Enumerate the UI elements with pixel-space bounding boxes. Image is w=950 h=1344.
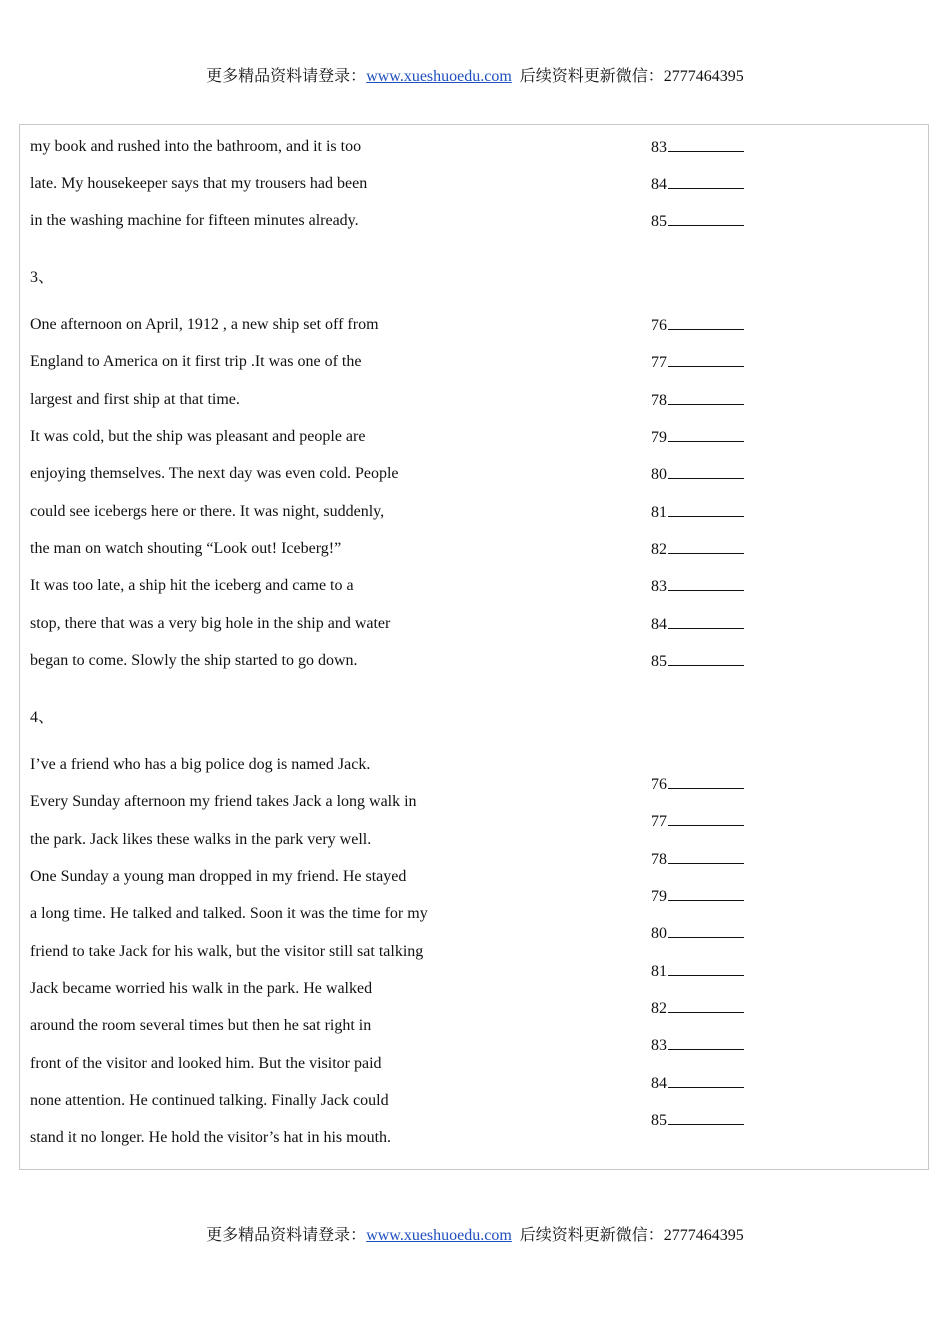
- passage-line: front of the visitor and looked him. But the visitor paid: [30, 1055, 382, 1072]
- passage-line: It was cold, but the ship was pleasant and people are: [30, 428, 366, 445]
- answer-slot[interactable]: 82: [651, 539, 744, 560]
- passage-line: stand it no longer. He hold the visitor’s hat in his mouth.: [30, 1129, 392, 1146]
- passage-line: in the washing machine for fifteen minutes already.: [30, 212, 359, 229]
- passage-line: One Sunday a young man dropped in my friend. He stayed: [30, 868, 407, 885]
- answer-slot[interactable]: 81: [651, 502, 744, 523]
- passage-line: around the room several times but then he sat right in: [30, 1017, 372, 1034]
- answer-slot[interactable]: 82: [651, 998, 744, 1019]
- answer-slot[interactable]: 85: [651, 211, 744, 232]
- answer-slot[interactable]: 76: [651, 315, 744, 336]
- answer-slot[interactable]: 83: [651, 576, 744, 597]
- answer-slot[interactable]: 85: [651, 1110, 744, 1131]
- answer-slot[interactable]: 83: [651, 1035, 744, 1056]
- passage-line: my book and rushed into the bathroom, and it is too: [30, 138, 362, 155]
- banner-suffix: 后续资料更新微信：2777464395: [519, 1227, 744, 1244]
- answer-slot[interactable]: 76: [651, 774, 744, 795]
- passage-line: It was too late, a ship hit the iceberg and came to a: [30, 577, 354, 594]
- passage-line: enjoying themselves. The next day was even cold. People: [30, 465, 399, 482]
- passage-line: none attention. He continued talking. Finally Jack could: [30, 1092, 389, 1109]
- answer-slot[interactable]: 85: [651, 651, 744, 672]
- passage-line: could see icebergs here or there. It was night, suddenly,: [30, 503, 385, 520]
- header-banner: [0, 67, 950, 87]
- answer-slot[interactable]: 78: [651, 390, 744, 411]
- banner-prefix: 更多精品资料请登录：: [206, 68, 367, 85]
- section-heading: 4、: [30, 709, 55, 726]
- banner-suffix: 后续资料更新微信：2777464395: [519, 68, 744, 85]
- passage-line: One afternoon on April, 1912 , a new ship set off from: [30, 316, 379, 333]
- passage-line: began to come. Slowly the ship started to go down.: [30, 652, 358, 669]
- answer-slot[interactable]: 79: [651, 427, 744, 448]
- passage-line: largest and first ship at that time.: [30, 391, 240, 408]
- passage-line: late. My housekeeper says that my trousers had been: [30, 175, 368, 192]
- answer-slot[interactable]: 84: [651, 174, 744, 195]
- answer-slot[interactable]: 80: [651, 923, 744, 944]
- passage-line: the man on watch shouting “Look out! Iceberg!”: [30, 540, 342, 557]
- answer-slot[interactable]: 78: [651, 849, 744, 870]
- answer-slot[interactable]: 80: [651, 464, 744, 485]
- answer-slot[interactable]: 83: [651, 137, 744, 158]
- exercise-box: [19, 124, 929, 1170]
- footer-banner: [0, 1226, 950, 1246]
- answer-slot[interactable]: 84: [651, 1073, 744, 1094]
- answer-slot[interactable]: 77: [651, 352, 744, 373]
- banner-link[interactable]: www.xueshuoedu.com: [366, 1227, 512, 1244]
- banner-prefix: 更多精品资料请登录：: [206, 1227, 367, 1244]
- passage-line: England to America on it first trip .It was one of the: [30, 353, 362, 370]
- passage-line: the park. Jack likes these walks in the park very well.: [30, 831, 372, 848]
- passage-line: Every Sunday afternoon my friend takes Jack a long walk in: [30, 793, 417, 810]
- passage-line: stop, there that was a very big hole in the ship and water: [30, 615, 391, 632]
- banner-link[interactable]: www.xueshuoedu.com: [366, 68, 512, 85]
- section-heading: 3、: [30, 269, 55, 286]
- passage-line: a long time. He talked and talked. Soon it was the time for my: [30, 905, 428, 922]
- answer-slot[interactable]: 79: [651, 886, 744, 907]
- passage-line: I’ve a friend who has a big police dog is named Jack.: [30, 756, 371, 773]
- passage-line: Jack became worried his walk in the park. He walked: [30, 980, 373, 997]
- passage-line: friend to take Jack for his walk, but the visitor still sat talking: [30, 943, 424, 960]
- answer-slot[interactable]: 84: [651, 614, 744, 635]
- answer-slot[interactable]: 77: [651, 811, 744, 832]
- answer-slot[interactable]: 81: [651, 961, 744, 982]
